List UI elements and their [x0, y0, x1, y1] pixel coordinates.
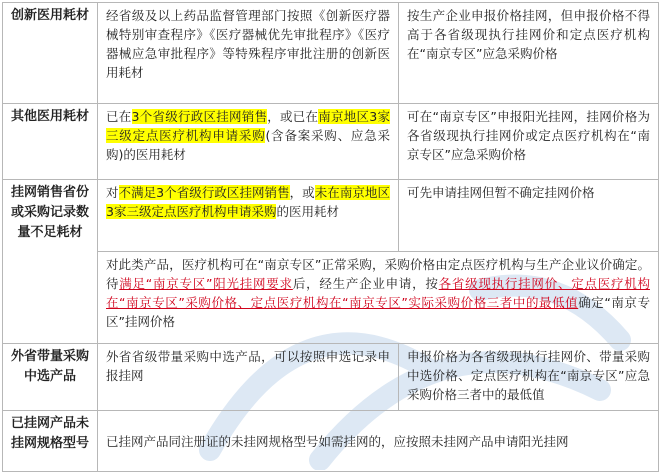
red-underlined-text: 满足“南京专区”阳光挂网要求	[119, 276, 293, 291]
table-row-insufficient-note	[3, 252, 659, 344]
row-header-insufficient: 挂网销售省份或采购记录数量不足耗材	[3, 180, 98, 344]
note-cell-insufficient	[98, 252, 659, 344]
scope-cell-insufficient	[98, 180, 399, 252]
highlight-text: 不满足3个省级行政区挂网销售	[118, 185, 290, 200]
scope-text: 的医用耗材	[276, 204, 339, 219]
row-header-unlisted: 已挂网产品未挂网规格型号	[3, 411, 98, 472]
scope-text: 已在	[106, 109, 132, 124]
scope-text: 对	[106, 185, 119, 200]
table-row-insufficient	[3, 180, 659, 252]
table-row-unlisted	[3, 411, 659, 472]
note-text: 对此类产品，医疗机构可在“南京专区”正常采购，采购价格由定点医疗机构与生产企业议价确定。待	[106, 257, 650, 291]
scope-cell-innovative: 经省级及以上药品监督管理部门按照《创新医疗器械特别审查程序》《医疗器械优先审批程序》《医疗器械应急审批程序》等特殊程序审批注册的创新医用耗材	[98, 3, 399, 104]
row-header-other: 其他医用耗材	[3, 104, 98, 180]
scope-cell-other	[98, 104, 399, 180]
table-row-external	[3, 344, 659, 411]
scope-text: ，或已在	[267, 109, 319, 124]
table-row-other	[3, 104, 659, 180]
rule-cell-innovative: 按生产企业申报价格挂网，但申报价格不得高于各省级现执行挂网价和定点医疗机构在“南京专区”应急采购价格	[399, 3, 659, 104]
highlight-text: 未在南京地区3家三级定点医疗机构申请采购	[106, 185, 390, 219]
note-text: 后，经生产企业申请，按	[292, 276, 439, 291]
scope-text: ，或	[289, 185, 315, 200]
red-underlined-text: 各省级现执行挂网价、定点医疗机构在“南京专区”采购价格、定点医疗机构在“南京专区”实际采购价格三者中的最低值	[106, 276, 650, 310]
row-header-innovative: 创新医用耗材	[3, 3, 98, 104]
rule-cell-external: 申报价格为各省级现执行挂网价、带量采购中选价格、定点医疗机构在“南京专区”应急采购价格三者中的最低值	[399, 344, 659, 411]
procurement-rules-table	[2, 2, 659, 472]
table-row-innovative	[3, 3, 659, 104]
rule-cell-other: 可在“南京专区”申报阳光挂网，挂网价格为各省级现执行挂网价或定点医疗机构在“南京专区”应急采购价格	[399, 104, 659, 180]
rule-cell-insufficient: 可先申请挂网但暂不确定挂网价格	[399, 180, 659, 252]
highlight-text: 南京地区3家三级定点医疗机构申请采购	[106, 109, 390, 143]
text-cell-unlisted: 已挂网产品同注册证的未挂网规格型号如需挂网的，应按照未挂网产品申请阳光挂网	[98, 411, 659, 472]
row-header-external: 外省带量采购中选产品	[3, 344, 98, 411]
note-text: 确定“南京专区”挂网价格	[106, 295, 650, 329]
scope-text: (含备案采购、应急采购)的医用耗材	[106, 128, 390, 162]
highlight-text: 3个省级行政区挂网销售	[131, 109, 268, 124]
scope-cell-external: 外省省级带量采购中选产品，可以按照申选记录申报挂网	[98, 344, 399, 411]
